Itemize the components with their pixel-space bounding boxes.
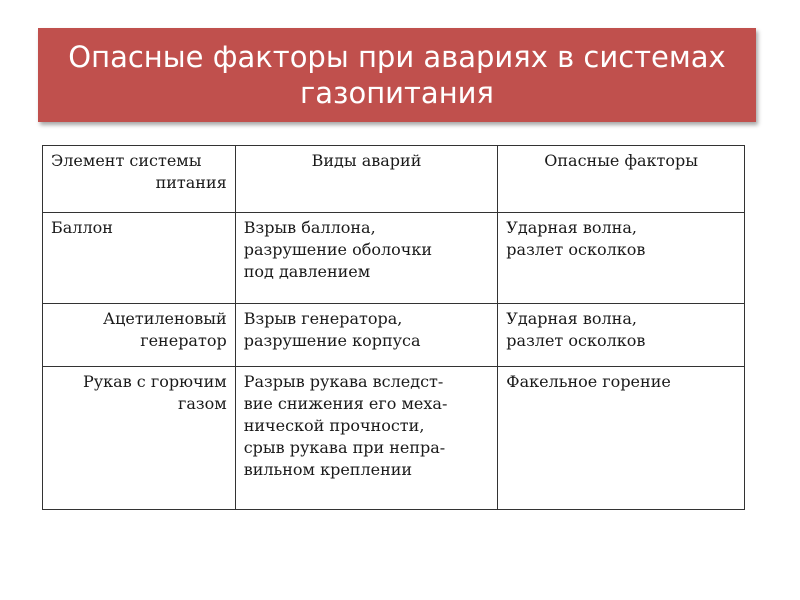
header-accidents [235,146,498,213]
slide-title-line-2: газопитания [300,76,494,110]
cell-factors [498,304,745,367]
header-element-line-2: питания [155,173,227,192]
header-element [43,146,236,213]
header-factors-label: Опасные факторы [544,151,699,170]
cell-text: нической прочности, [243,416,425,435]
cell-text: генератор [140,331,227,350]
slide-title [47,39,747,111]
cell-text: Взрыв баллона, [243,218,376,237]
cell-text: Взрыв генератора, [243,309,403,328]
cell-text: газом [177,394,227,413]
cell-element [43,367,236,510]
cell-text: Ударная волна, [506,218,637,237]
cell-accidents [235,213,498,304]
cell-accidents [235,367,498,510]
table-row [43,367,745,510]
cell-factors [498,367,745,510]
hazards-table [42,145,745,510]
cell-text: Ударная волна, [506,309,637,328]
table-header-row [43,146,745,213]
cell-text: Ацетиленовый [102,309,227,328]
header-factors [498,146,745,213]
cell-text: вильном креплении [243,460,413,479]
cell-text: разрушение оболочки [243,240,433,259]
header-accidents-label: Виды аварий [311,151,422,170]
slide-title-line-1: Опасные факторы при авариях в системах [68,40,726,74]
table-row [43,213,745,304]
cell-element [43,213,236,304]
cell-text: разрушение корпуса [243,331,421,350]
cell-text: Баллон [51,218,113,237]
slide-title-banner [38,28,756,122]
cell-factors [498,213,745,304]
header-element-line-1: Элемент системы [51,151,202,170]
cell-text: разлет осколков [506,331,646,350]
cell-text: под давлением [243,262,371,281]
cell-text: Рукав с горючим [82,372,227,391]
table-row [43,304,745,367]
cell-text: вие снижения его меха- [243,394,448,413]
cell-text: Разрыв рукава вследст- [243,372,444,391]
cell-text: Факельное горение [506,372,671,391]
cell-text: срыв рукава при непра- [243,438,446,457]
cell-text: разлет осколков [506,240,646,259]
cell-element [43,304,236,367]
cell-accidents [235,304,498,367]
